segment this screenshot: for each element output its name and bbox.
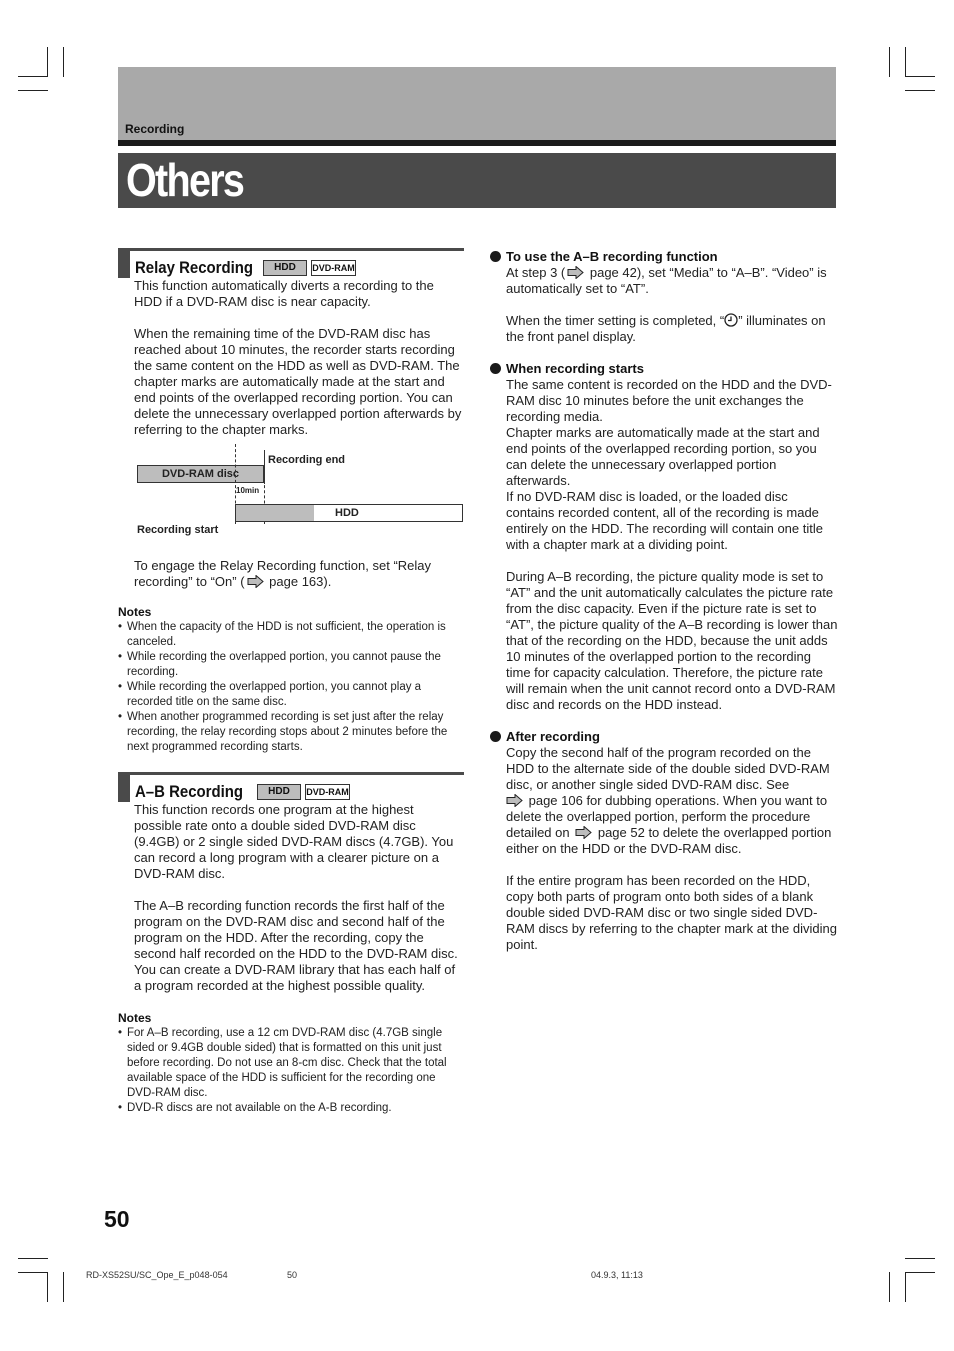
right-column	[490, 249, 838, 969]
ten-min-label: 10min	[236, 486, 260, 495]
crop-mark	[905, 47, 906, 77]
use-ab-paragraph	[506, 313, 838, 345]
after-text: Copy the second half of the program recorded on the HDD to the alternate side of the double sided DVD-RAM disc, or another single sided DVD-RAM disc. See	[506, 745, 830, 792]
dvd-ram-disc-bar: DVD-RAM disc	[137, 465, 264, 483]
starts-paragraph: During A–B recording, the picture quality mode is set to “AT” and the unit automatically calculates the picture rate from the disc capacity. Even if the picture rate is set to “AT”, the picture quality of the A–B recording is lower than that of the recording on the HDD, because the unit adds 10 minutes of the overlapped portion to the recording time for capacity calculation. Therefore, the picture rate will remain when the unit cannot record onto a DVD-RAM disc and records on the HDD instead.	[506, 569, 838, 712]
relay-paragraph: This function automatically diverts a recording to the HDD if a DVD-RAM disc is near capacity.	[134, 278, 434, 309]
bullet-dot-icon	[490, 731, 501, 742]
hdd-badge: HDD	[263, 260, 307, 276]
relay-engage	[118, 558, 464, 590]
note-item: • When the capacity of the HDD is not sufficient, the operation is canceled.	[118, 620, 464, 650]
page-title: Others	[126, 154, 244, 206]
heading-tab	[118, 775, 130, 802]
relay-notes	[118, 620, 464, 755]
after-paragraph: If the entire program has been recorded on the HDD, copy both parts of program onto both sides of a blank double sided DVD-RAM disc or two single sided DVD-RAM discs by referring to the chapter mark at the dividing point.	[506, 873, 837, 952]
crop-mark	[47, 1272, 48, 1302]
after-text: page 106 for dubbing operations. When you want to delete the overlapped portion, perform the procedure detailed on	[506, 793, 828, 840]
dvd-ram-badge: DVD-RAM	[311, 260, 356, 276]
crop-mark	[18, 1258, 48, 1259]
crop-mark	[905, 90, 935, 91]
ab-paragraph: The A–B recording function records the first half of the program on the DVD-RAM disc and second half of the program on the HDD. After the recording, copy the second half recorded on the HDD to the DVD-RAM disc. You can create a DVD-RAM library that has each half of a program recorded at the highest possible quality.	[134, 898, 458, 993]
relay-paragraph: When the remaining time of the DVD-RAM disc has reached about 10 minutes, the recorder starts recording the same content on the HDD as well as DVD-RAM. The chapter marks are automatically made at the start and end points of the overlapped recording portion. You can delete the unnecessary overlapped portion afterwards by referring to the chapter marks.	[134, 326, 462, 437]
crop-mark	[905, 1258, 935, 1259]
relay-diagram	[137, 450, 465, 558]
relay-notes-heading: Notes	[118, 605, 152, 619]
crop-mark	[63, 1272, 64, 1302]
bullet-dot-icon	[490, 251, 501, 262]
recording-start-label: Recording start	[137, 524, 219, 536]
engage-text: To engage the Relay Recording function, set “Relay recording” to “On” (	[134, 558, 432, 589]
crop-mark	[889, 1272, 890, 1302]
crop-mark	[18, 76, 48, 77]
ab-body	[118, 802, 464, 994]
note-item: • While recording the overlapped portion, you cannot play a recorded title on the same disc.	[118, 680, 464, 710]
note-item: • While recording the overlapped portion, you cannot pause the recording.	[118, 650, 464, 680]
after-text: page 52 to delete the overlapped portion either on the HDD or the DVD-RAM disc.	[506, 825, 832, 856]
hdd-badge: HDD	[257, 784, 301, 800]
use-ab-text: When the timer setting is completed, “	[506, 313, 725, 328]
use-ab-text: page 42), set “Media” to “A–B”. “Video” is automatically set to “AT”.	[506, 265, 827, 296]
relay-body	[118, 278, 464, 438]
section-label: Recording	[125, 122, 185, 136]
dvd-ram-badge: DVD-RAM	[305, 784, 350, 800]
recording-end-marker	[264, 450, 265, 484]
note-item: • DVD-R discs are not available on the A-B recording.	[118, 1101, 464, 1116]
starts-paragraph: The same content is recorded on the HDD and the DVD-RAM disc 10 minutes before the unit exchanges the recording media.	[506, 377, 832, 424]
timer-clock-icon	[724, 313, 738, 327]
crop-mark	[18, 1272, 48, 1273]
use-ab-paragraph	[506, 265, 838, 297]
starts-paragraph: Chapter marks are automatically made at the start and end points of the overlapped recording portion, so you can delete the unnecessary overlapped portion afterwards.	[506, 425, 820, 488]
relay-section-heading	[118, 248, 464, 278]
footer-file: RD-XS52SU/SC_Ope_E_p048-054	[86, 1270, 228, 1280]
crop-mark	[889, 47, 890, 77]
ab-notes	[118, 1026, 464, 1116]
header-band	[118, 67, 836, 140]
footer-date: 04.9.3, 11:13	[591, 1270, 643, 1280]
crop-mark	[47, 47, 48, 77]
page-ref-arrow-icon	[567, 266, 584, 279]
relay-heading: Relay Recording	[135, 258, 254, 277]
ab-notes-heading: Notes	[118, 1011, 152, 1025]
after-recording-block	[490, 729, 838, 953]
crop-mark	[905, 1272, 935, 1273]
after-paragraph	[506, 745, 838, 857]
starts-paragraph: If no DVD-RAM disc is loaded, or the loaded disc contains recorded content, all of the recording is made entirely on the HDD. The recording will contain one title with a chapter mark at a dividing point.	[506, 489, 823, 552]
ab-paragraph: This function records one program at the highest possible rate onto a double sided DVD-RAM disc (9.4GB) or 2 single sided DVD-RAM discs (4.7GB). You can record a long program with a clearer picture on a DVD-RAM disc.	[134, 802, 454, 881]
recording-starts-block	[490, 361, 838, 713]
page-number: 50	[104, 1206, 130, 1232]
page-ref-arrow-icon	[506, 794, 523, 807]
use-ab-heading: To use the A–B recording function	[506, 249, 718, 264]
engage-paragraph	[134, 558, 464, 590]
header-rule	[118, 140, 836, 146]
hdd-bar-label: HDD	[335, 507, 359, 519]
crop-mark	[18, 90, 48, 91]
crop-mark	[905, 76, 935, 77]
crop-mark	[905, 1272, 906, 1302]
footer-page: 50	[287, 1270, 298, 1280]
use-ab-text: At step 3 (	[506, 265, 566, 280]
note-item: • For A–B recording, use a 12 cm DVD-RAM disc (4.7GB single sided or 9.4GB double sided) that is formatted on this unit just before recording. Do not use an 8-cm disc. Check that the total available space of the HDD is sufficient for the recording one DVD-RAM disc.	[118, 1026, 464, 1101]
engage-text: page 163).	[265, 574, 332, 589]
note-item: • When another programmed recording is set just after the relay recording, the relay recording stops about 2 minutes before the next programmed recording starts.	[118, 710, 464, 755]
left-column	[118, 248, 464, 1116]
after-recording-heading: After recording	[506, 729, 600, 744]
use-ab-block	[490, 249, 838, 345]
hdd-overlap-segment	[236, 505, 314, 521]
recording-starts-heading: When recording starts	[506, 361, 644, 376]
bullet-dot-icon	[490, 363, 501, 374]
ab-section-heading	[118, 772, 464, 802]
page-ref-arrow-icon	[575, 826, 592, 839]
crop-mark	[63, 47, 64, 77]
ab-heading: A–B Recording	[135, 782, 244, 801]
use-ab-text: ” illuminates on the front panel display.	[506, 313, 826, 344]
heading-tab	[118, 251, 130, 278]
page-ref-arrow-icon	[247, 575, 264, 588]
recording-end-label: Recording end	[268, 454, 346, 466]
